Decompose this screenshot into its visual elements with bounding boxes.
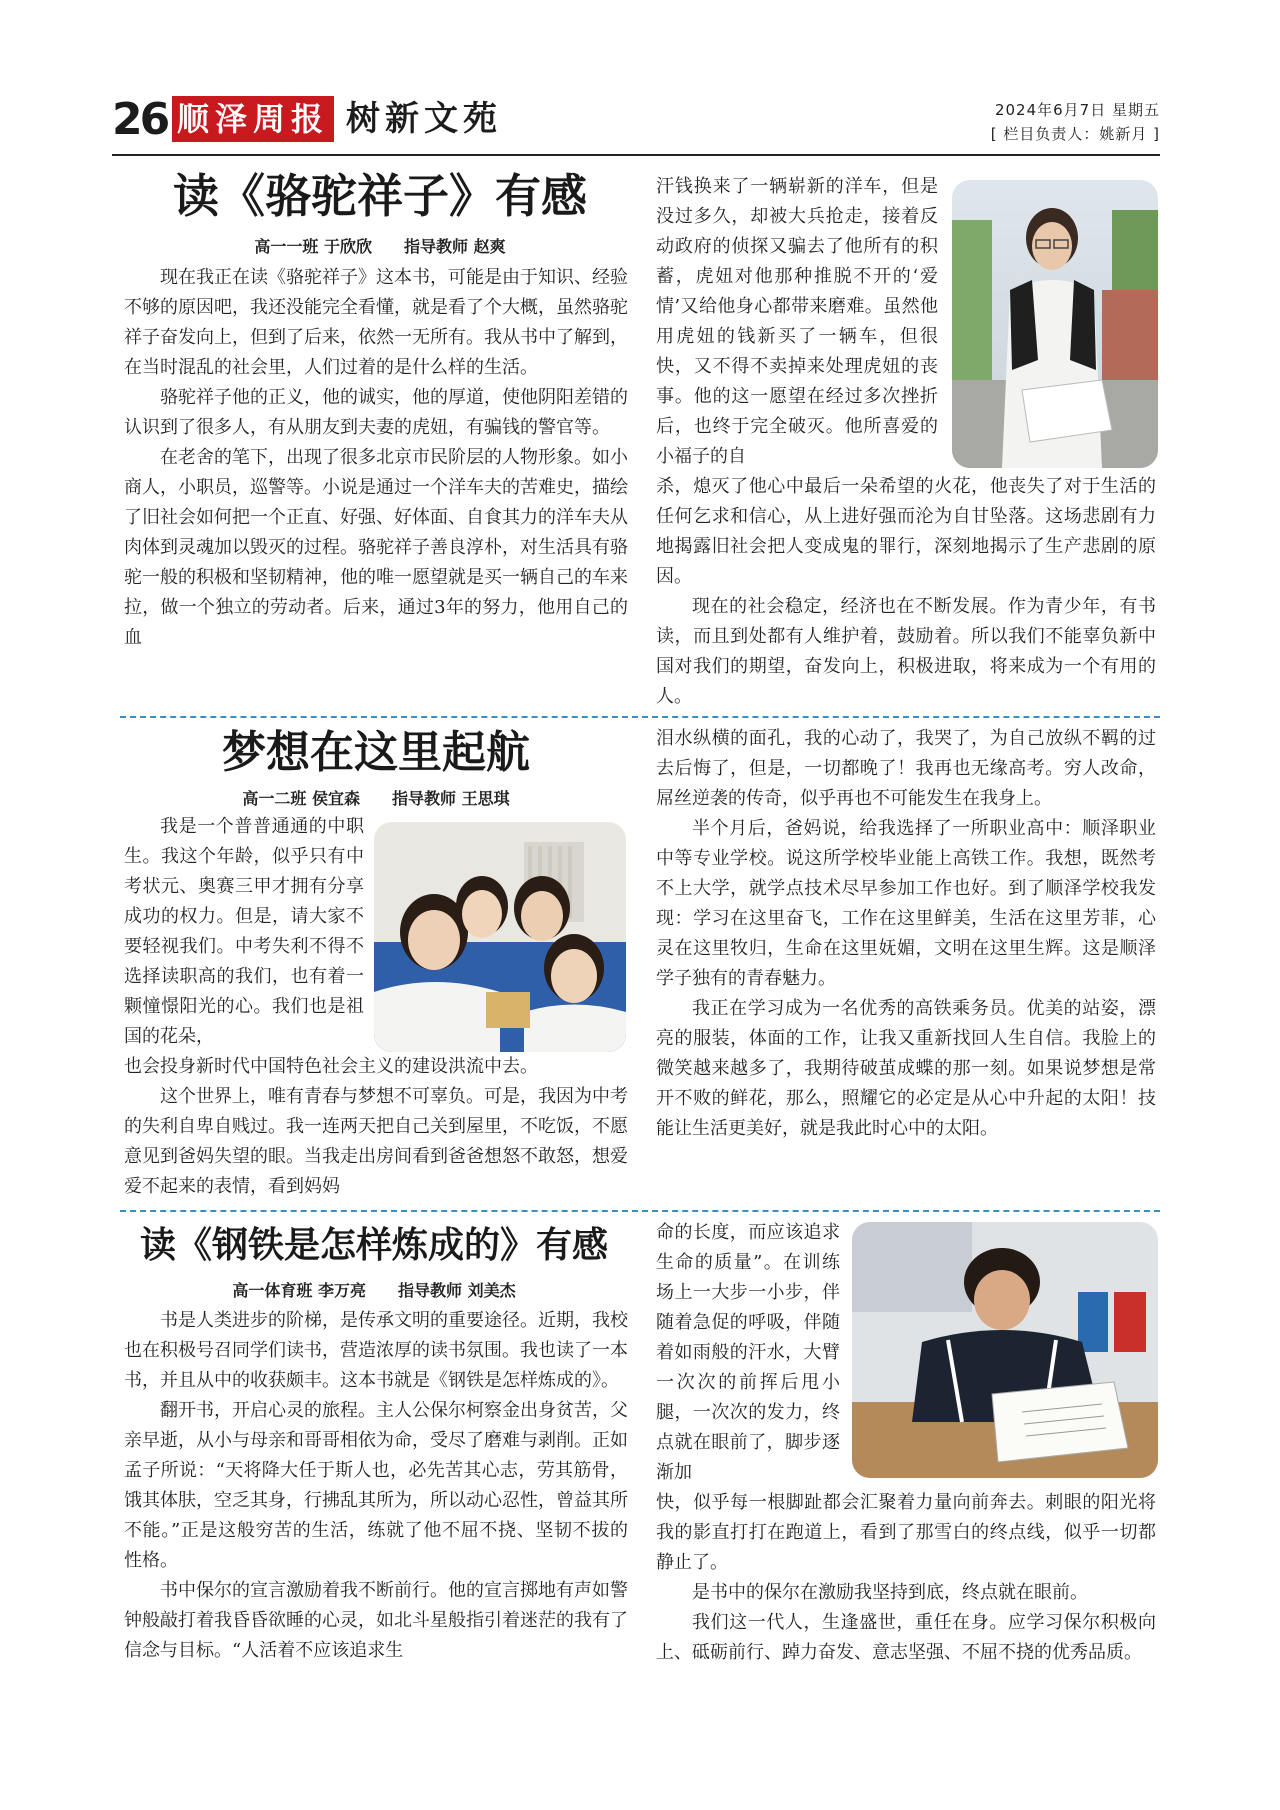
paragraph: 是书中的保尔在激励我坚持到底，终点就在眼前。 bbox=[692, 1582, 1088, 1603]
article3-title: 读《钢铁是怎样炼成的》有感 bbox=[139, 1225, 608, 1266]
header-rule bbox=[112, 154, 1160, 156]
paragraph: 翻开书，开启心灵的旅程。主人公保尔柯察金出身贫苦，父亲早逝，从小与母亲和哥哥相依为命，受尽了磨难与剥削。正如孟子所说：“天将降大任于斯人也，必先苦其心志，劳其筋骨，饿其体肤，空乏其身，行拂乱其所为，所以动心忍性，曾益其所不能。”正是这般穷苦的生活，练就了他不屈不挠、坚韧不拔的性格。 bbox=[124, 1400, 628, 1571]
article2-byline bbox=[124, 786, 628, 809]
issue-date: 2024年6月7日 星期五 bbox=[994, 101, 1160, 119]
group-students-photo bbox=[374, 822, 626, 1052]
paragraph: 我们这一代人，生逢盛世，重任在身。应学习保尔积极向上、砥砺前行、踔力奋发、意志坚强、不屈不挠的优秀品质。 bbox=[656, 1612, 1156, 1663]
paragraph: 命的长度，而应该追求生命的质量”。在训练场上一大步一小步，伴随着急促的呼吸，伴随着如雨般的汗水，大臂一次次的前挥后甩小腿，一次次的发力，终点就在眼前了，脚步逐渐加 bbox=[656, 1222, 840, 1483]
student-reading-photo bbox=[952, 180, 1158, 468]
paragraph: 我正在学习成为一名优秀的高铁乘务员。优美的站姿，漂亮的服装，体面的工作，让我又重新找回人生自信。我脸上的微笑越来越多了，我期待破茧成蝶的那一刻。如果说梦想是常开不败的鲜花，那么，照耀它的必定是从心中升起的太阳！技能让生活更美好，就是我此时心中的太阳。 bbox=[656, 998, 1156, 1139]
paragraph: 我是一个普普通通的中职生。我这个年龄，似乎只有中考状元、奥赛三甲才拥有分享成功的权力。但是，请大家不要轻视我们。中考失利不得不选择读职高的我们，也有着一颗憧憬阳光的心。我们也是祖国的花朵， bbox=[124, 816, 364, 1047]
article3-author: 高一体育班 李万亮 bbox=[232, 1281, 366, 1300]
paragraph: 书中保尔的宣言激励着我不断前行。他的宣言掷地有声如警钟般敲打着我昏昏欲睡的心灵，如北斗星般指引着迷茫的我有了信念与目标。“人活着不应该追求生 bbox=[124, 1580, 628, 1661]
student-writing-photo bbox=[852, 1222, 1158, 1478]
article2-left-narrow bbox=[124, 812, 364, 1052]
paragraph: 杀，熄灭了他心中最后一朵希望的火花，他丧失了对于生活的任何乞求和信心，从上进好强而沦为自甘坠落。这场悲剧有力地揭露旧社会把人变成鬼的罪行，深刻地揭示了生产悲剧的原因。 bbox=[656, 476, 1156, 587]
article3-left-column bbox=[124, 1306, 628, 1666]
paragraph: 半个月后，爸妈说，给我选择了一所职业高中：顺泽职业中等专业学校。说这所学校毕业能上高铁工作。我想，既然考不上大学，就学点技术尽早参加工作也好。到了顺泽学校我发现：学习在这里奋飞，工作在这里鲜美，生活在这里芳菲，心灵在这里牧归，生命在这里妩媚，文明在这里生辉。这是顺泽学子独有的青春魅力。 bbox=[656, 818, 1156, 989]
paragraph: 这个世界上，唯有青春与梦想不可辜负。可是，我因为中考的失利自卑自贱过。我一连两天把自己关到屋里，不吃饭，不愿意见到爸妈失望的眼。当我走出房间看到爸爸想怒不敢怒，想爱爱不起来的表情，看到妈妈 bbox=[124, 1086, 628, 1197]
article2-author: 高一二班 侯宜森 bbox=[242, 789, 360, 808]
article2-teacher: 指导教师 王思琪 bbox=[392, 789, 510, 808]
column-editor: [ 栏目负责人：姚新月 ] bbox=[990, 125, 1160, 143]
section-divider bbox=[120, 716, 1160, 718]
paragraph: 现在我正在读《骆驼祥子》这本书，可能是由于知识、经验不够的原因吧，我还没能完全看懂，就是看了个大概，虽然骆驼祥子奋发向上，但到了后来，依然一无所有。我从书中了解到，在当时混乱的社会里，人们过着的是什么样的生活。 bbox=[124, 267, 628, 378]
section-divider bbox=[120, 1210, 1160, 1212]
student-writing-image bbox=[852, 1222, 1158, 1478]
article1-right-column bbox=[656, 472, 1156, 712]
paragraph: 快，似乎每一根脚趾都会汇聚着力量向前奔去。刺眼的阳光将我的影直打打在跑道上，看到了那雪白的终点线，似乎一切都静止了。 bbox=[656, 1492, 1156, 1573]
article3-teacher: 指导教师 刘美杰 bbox=[398, 1281, 516, 1300]
article2-title: 梦想在这里起航 bbox=[222, 727, 530, 778]
section-title: 树新文苑 bbox=[346, 99, 502, 139]
paragraph: 汗钱换来了一辆崭新的洋车，但是没过多久，却被大兵抢走，接着反动政府的侦探又骗去了他所有的积蓄，虎妞对他那种推脱不开的‘爱情’又给他身心都带来磨难。虽然他用虎妞的钱新买了一辆车，但很快，又不得不卖掉来处理虎妞的丧事。他的这一愿望在经过多次挫折后，也终于完全破灭。他所喜爱的小福子的自 bbox=[656, 176, 938, 467]
paragraph: 也会投身新时代中国特色社会主义的建设洪流中去。 bbox=[124, 1056, 538, 1077]
page-number: 26 bbox=[112, 94, 168, 145]
article2-right-column bbox=[656, 724, 1156, 1144]
article1-author: 高一一班 于欣欣 bbox=[254, 237, 372, 256]
article2-left-column bbox=[124, 1052, 628, 1202]
article1-right-narrow bbox=[656, 172, 938, 472]
paragraph: 泪水纵横的面孔，我的心动了，我哭了，为自己放纵不羁的过去后悔了，但是，一切都晚了！我再也无缘高考。穷人改命，屌丝逆袭的传奇，似乎再也不可能发生在我身上。 bbox=[656, 728, 1156, 809]
article1-title: 读《骆驼祥子》有感 bbox=[173, 169, 587, 223]
group-students-image bbox=[374, 822, 626, 1052]
dateline bbox=[991, 98, 1160, 146]
paragraph: 在老舍的笔下，出现了很多北京市民阶层的人物形象。如小商人，小职员，巡警等。小说是通过一个洋车夫的苦难史，描绘了旧社会如何把一个正直、好强、好体面、自食其力的洋车夫从肉体到灵魂加以毁灭的过程。骆驼祥子善良淳朴，对生活具有骆驼一般的积极和坚韧精神，他的唯一愿望就是买一辆自己的车来拉，做一个独立的劳动者。后来，通过3年的努力，他用自己的血 bbox=[124, 447, 628, 648]
paragraph: 骆驼祥子他的正义，他的诚实，他的厚道，使他阴阳差错的认识到了很多人，有从朋友到夫妻的虎妞，有骗钱的警官等。 bbox=[124, 387, 628, 438]
paragraph: 现在的社会稳定，经济也在不断发展。作为青少年，有书读，而且到处都有人维护着，鼓励着。所以我们不能辜负新中国对我们的期望，奋发向上，积极进取，将来成为一个有用的人。 bbox=[656, 596, 1156, 707]
article3-right-column bbox=[656, 1488, 1156, 1668]
article1-teacher: 指导教师 赵爽 bbox=[404, 237, 506, 256]
paragraph: 书是人类进步的阶梯，是传承文明的重要途径。近期，我校也在积极号召同学们读书，营造浓厚的读书氛围。我也读了一本书，并且从中的收获颇丰。这本书就是《钢铁是怎样炼成的》。 bbox=[124, 1310, 628, 1391]
student-reading-image bbox=[952, 180, 1158, 468]
article1-left-column bbox=[124, 263, 628, 653]
article1-byline bbox=[124, 234, 636, 257]
article3-right-narrow bbox=[656, 1218, 840, 1488]
article3-byline bbox=[118, 1278, 630, 1301]
paper-logo: 顺泽周报 bbox=[172, 96, 334, 142]
